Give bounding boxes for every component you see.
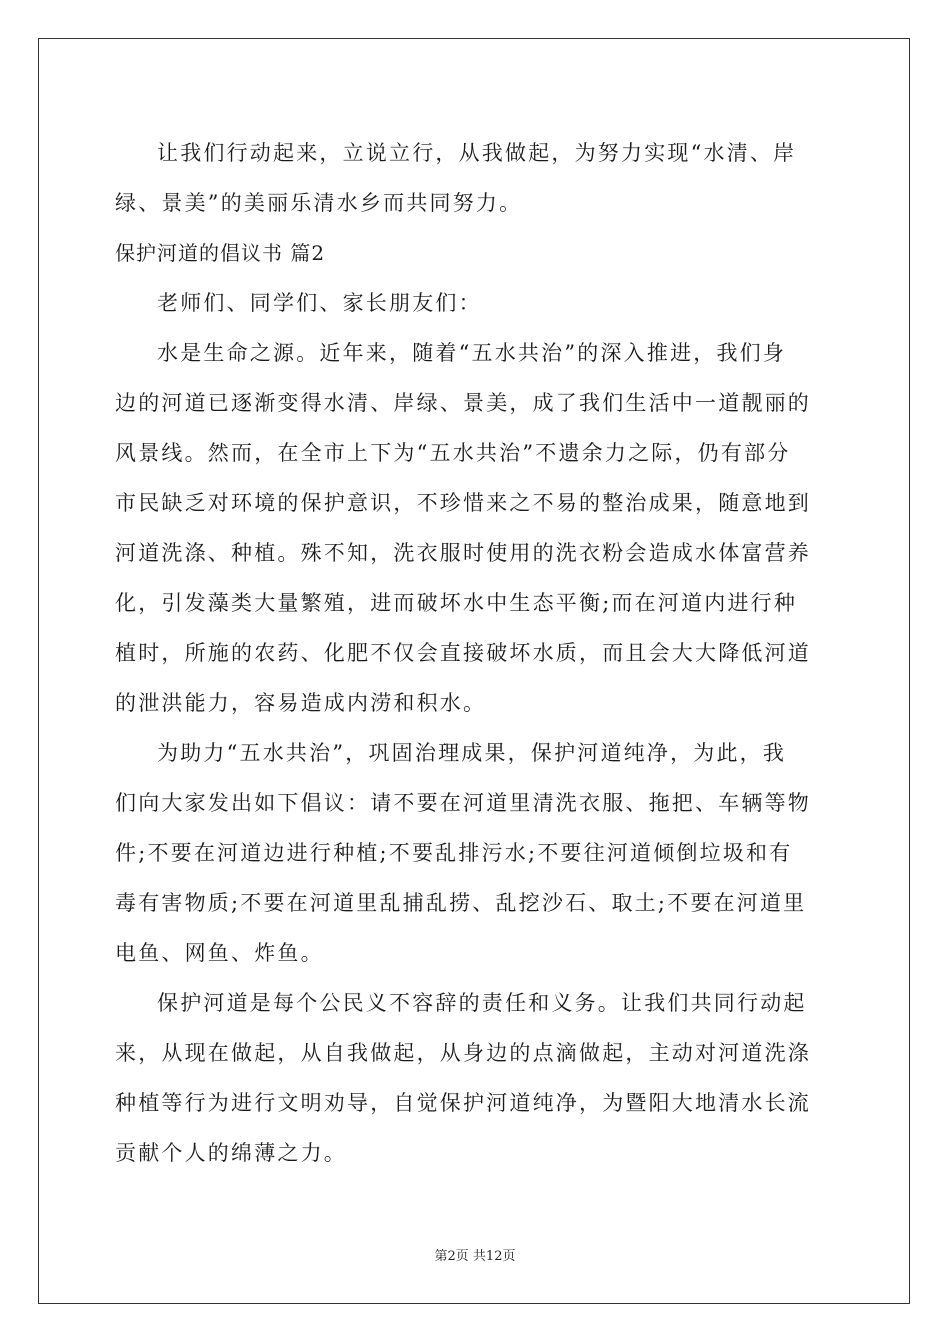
body-paragraph-2: 为助力“五水共治”，巩固治理成果，保护河道纯净，为此，我 们向大家发出如下倡议：请不要在河道里清洗衣服、拖把、车辆等物 件;不要在河道边进行种植;不要乱排污水;不要往河道倾倒垃圾和有 毒有害物质;不要在河道里乱捕乱捞、乱挖沙石、取土;不要在河道里 电鱼、网鱼、炸鱼。 (115, 741, 811, 965)
section-heading: 保护河道的倡议书 篇2 (115, 241, 326, 265)
closing-paragraph: 让我们行动起来，立说立行，从我做起，为努力实现“水清、岸 绿、景美”的美丽乐清水乡而共同努力。 (115, 141, 797, 215)
greeting-line: 老师们、同学们、家长朋友们： (157, 291, 482, 315)
body-paragraph-1: 水是生命之源。近年来，随着“五水共治”的深入推进，我们身 边的河道已逐渐变得水清、岸绿、景美，成了我们生活中一道靓丽的 风景线。然而，在全市上下为“五水共治”不遗余力之际，仍有部分 市民缺乏对环境的保护意识，不珍惜来之不易的整治成果，随意地到 河道洗涤、种植。殊不知，洗衣服时使用的洗衣粉会造成水体富营养 化，引发藻类大量繁殖，进而破坏水中生态平衡;而在河道内进行种 植时，所施的农药、化肥不仅会直接破坏水质，而且会大大降低河道 的泄洪能力，容易造成内涝和积水。 (115, 341, 811, 715)
document-body (115, 128, 833, 1178)
page-number-footer: 第2页 共12页 (434, 1249, 516, 1264)
body-paragraph-3: 保护河道是每个公民义不容辞的责任和义务。让我们共同行动起 来，从现在做起，从自我做起，从身边的点滴做起，主动对河道洗涤 种植等行为进行文明劝导，自觉保护河道纯净，为暨阳大地清水长流 贡献个人的绵薄之力。 (115, 991, 811, 1165)
